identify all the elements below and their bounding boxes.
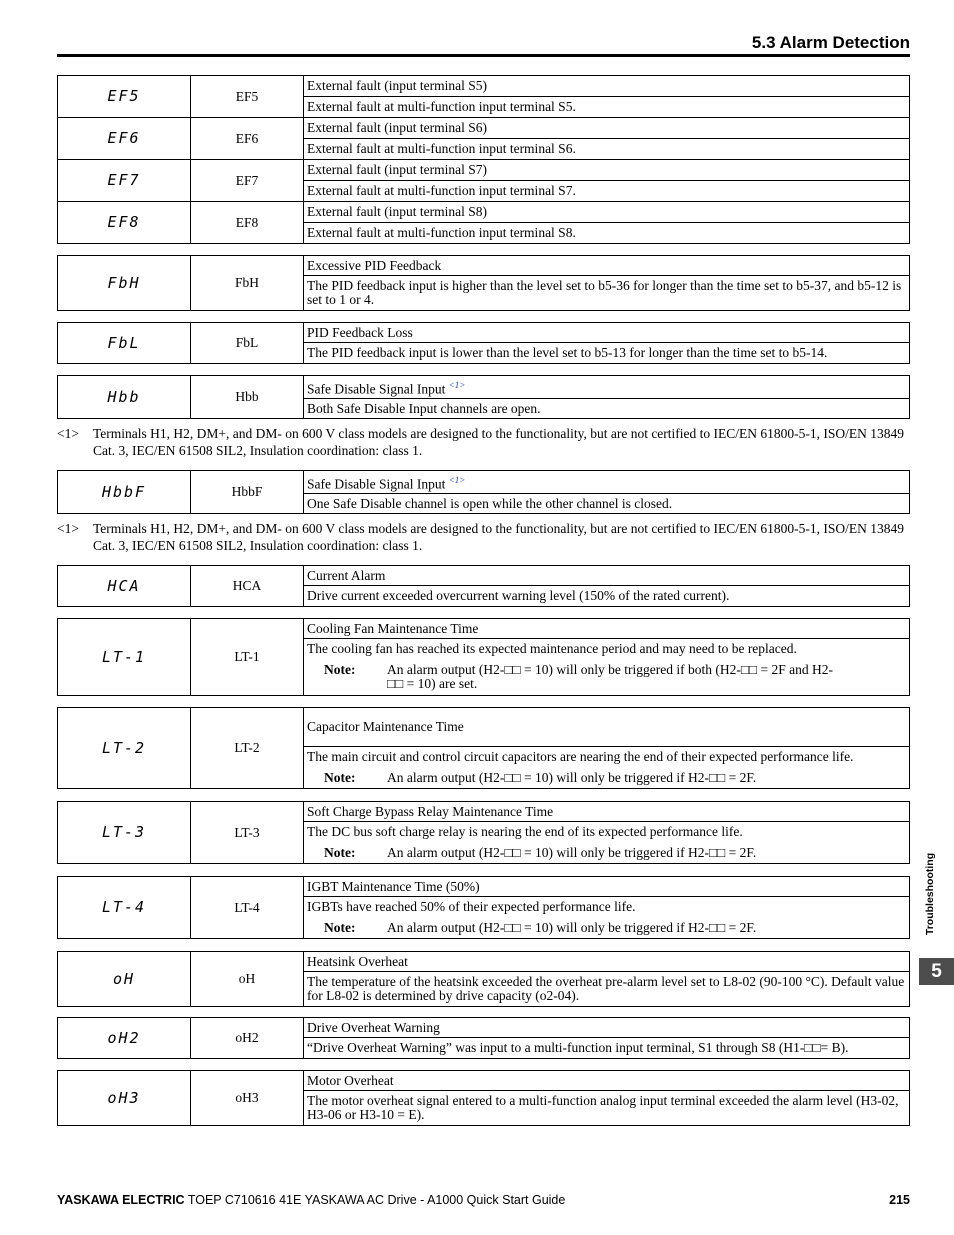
alarm-cause: External fault at multi-function input terminal S7. [304,181,910,202]
alarm-cause: The cooling fan has reached its expected maintenance period and may need to be replaced. [307,641,797,656]
operator-display: FbL [58,323,191,364]
alarm-name: Motor Overheat [304,1071,910,1091]
note-label: Note: [324,845,356,860]
alarm-code: EF5 [191,76,304,118]
note [307,771,906,785]
operator-display: EF5 [58,76,191,118]
alarm-table-lt3 [57,801,910,864]
operator-display: oH [58,952,191,1007]
alarm-code: FbH [191,256,304,311]
alarm-code: FbL [191,323,304,364]
alarm-table-fbl [57,322,910,364]
alarm-cause: The PID feedback input is lower than the level set to b5-13 for longer than the time set to b5-14. [304,343,910,364]
footer-doc-info [57,1193,565,1207]
alarm-code: EF8 [191,202,304,244]
alarm-name: External fault (input terminal S5) [304,76,910,97]
alarm-cause: IGBTs have reached 50% of their expected performance life. [307,899,636,914]
alarm-name: IGBT Maintenance Time (50%) [304,877,910,897]
alarm-table-oh3 [57,1070,910,1126]
operator-display: EF6 [58,118,191,160]
alarm-code: EF6 [191,118,304,160]
alarm-name: External fault (input terminal S7) [304,160,910,181]
note [307,921,906,935]
alarm-table-hbb [57,375,910,419]
alarm-code: LT-2 [191,708,304,789]
alarm-code: oH [191,952,304,1007]
header-rule [57,54,910,57]
footnote-ref[interactable]: <1> [448,474,466,485]
alarm-name: Safe Disable Signal Input $^{<1>}$ [304,471,910,494]
alarm-cause: One Safe Disable channel is open while the other channel is closed. [304,494,910,514]
alarm-name: External fault (input terminal S8) [304,202,910,223]
section-title: 5.3 Alarm Detection [751,33,910,52]
alarm-cause: Drive current exceeded overcurrent warning level (150% of the rated current). [304,586,910,607]
alarm-name: PID Feedback Loss [304,323,910,343]
operator-display: LT-1 [58,619,191,696]
alarm-table-oh [57,951,910,1007]
alarm-name: Heatsink Overheat [304,952,910,972]
note-text: An alarm output (H2-□□ = 10) will only be triggered if H2-□□ = 2F. [387,920,757,935]
operator-display: EF8 [58,202,191,244]
alarm-code: Hbb [191,376,304,419]
note [307,663,906,691]
alarm-code: HbbF [191,471,304,514]
note [307,846,906,860]
alarm-cause-cell [304,897,910,939]
operator-display: EF7 [58,160,191,202]
alarm-cause: External fault at multi-function input terminal S6. [304,139,910,160]
footnote [57,520,907,554]
alarm-table-hbbf [57,470,910,514]
footer-brand: YASKAWA ELECTRIC [57,1193,185,1207]
alarm-cause: The motor overheat signal entered to a multi-function analog input terminal exceeded the alarm level (H3-02, H3-06 or H3-10 = E). [304,1091,910,1126]
alarm-name: External fault (input terminal S6) [304,118,910,139]
operator-display: oH2 [58,1018,191,1059]
alarm-code: HCA [191,566,304,607]
page-number: 215 [889,1193,910,1207]
note-text: An alarm output (H2-□□ = 10) will only be triggered if H2-□□ = 2F. [387,770,757,785]
alarm-cause: “Drive Overheat Warning” was input to a multi-function input terminal, S1 through S8 (H1-□□= B). [304,1038,910,1059]
alarm-name: Drive Overheat Warning [304,1018,910,1038]
alarm-cause: The main circuit and control circuit capacitors are nearing the end of their expected performance life. [307,749,854,764]
alarm-code: LT-4 [191,877,304,939]
alarm-table-ef [57,75,910,244]
alarm-cause: External fault at multi-function input terminal S5. [304,97,910,118]
alarm-cause: The DC bus soft charge relay is nearing the end of its expected performance life. [307,824,743,839]
footnote-text: Terminals H1, H2, DM+, and DM- on 600 V class models are designed to the functionality, but are not certified to IEC/EN 61800-5-1, ISO/EN 13849 Cat. 3, IEC/EN 61508 SIL2, Insulation coordination: class 1. [93,426,905,458]
operator-display: oH3 [58,1071,191,1126]
alarm-name: Capacitor Maintenance Time [304,708,910,747]
operator-display: LT-4 [58,877,191,939]
footnote-ref[interactable]: <1> [448,379,466,390]
alarm-table-lt1 [57,618,910,696]
operator-display: LT-3 [58,802,191,864]
alarm-table-oh2 [57,1017,910,1059]
alarm-table-hca [57,565,910,607]
footer-doc-title: TOEP C710616 41E YASKAWA AC Drive - A1000 Quick Start Guide [187,1193,566,1207]
alarm-code: oH3 [191,1071,304,1126]
alarm-table-lt2 [57,707,910,789]
note-text: An alarm output (H2-□□ = 10) will only be triggered if H2-□□ = 2F. [387,845,757,860]
alarm-name: Cooling Fan Maintenance Time [304,619,910,639]
alarm-code: LT-1 [191,619,304,696]
operator-display: HCA [58,566,191,607]
alarm-cause-cell [304,822,910,864]
alarm-cause: The temperature of the heatsink exceeded the overheat pre-alarm level set to L8-02 (90-100 °C). Default value for L8-02 is determined by drive capacity (o2-04). [304,972,910,1007]
operator-display: HbbF [58,471,191,514]
operator-display: LT-2 [58,708,191,789]
operator-display: FbH [58,256,191,311]
alarm-name: Safe Disable Signal Input $^{<1>}$ [304,376,910,399]
alarm-table-fbh [57,255,910,311]
chapter-side-label: Troubleshooting [924,852,936,936]
alarm-table-lt4 [57,876,910,939]
alarm-cause-cell [304,639,910,696]
note-label: Note: [324,662,356,677]
footnote [57,425,907,459]
alarm-name: Excessive PID Feedback [304,256,910,276]
note-label: Note: [324,920,356,935]
alarm-code: oH2 [191,1018,304,1059]
note-text: An alarm output (H2-□□ = 10) will only be triggered if both (H2-□□ = 2F and H2-□□ = 10) are set. [387,662,834,691]
alarm-name: Current Alarm [304,566,910,586]
footnote-mark: <1> [57,521,79,536]
alarm-cause: Both Safe Disable Input channels are open. [304,399,910,419]
operator-display: Hbb [58,376,191,419]
alarm-code: EF7 [191,160,304,202]
chapter-tab[interactable]: 5 [919,958,954,985]
alarm-code: LT-3 [191,802,304,864]
alarm-name: Soft Charge Bypass Relay Maintenance Time [304,802,910,822]
alarm-cause-cell [304,747,910,789]
note-label: Note: [324,770,356,785]
footnote-mark: <1> [57,426,79,441]
alarm-cause: External fault at multi-function input terminal S8. [304,223,910,244]
alarm-cause: The PID feedback input is higher than the level set to b5-36 for longer than the time set to b5-37, and b5-12 is set to 1 or 4. [304,276,910,311]
footnote-text: Terminals H1, H2, DM+, and DM- on 600 V class models are designed to the functionality, but are not certified to IEC/EN 61800-5-1, ISO/EN 13849 Cat. 3, IEC/EN 61508 SIL2, Insulation coordination: class 1. [93,521,905,553]
